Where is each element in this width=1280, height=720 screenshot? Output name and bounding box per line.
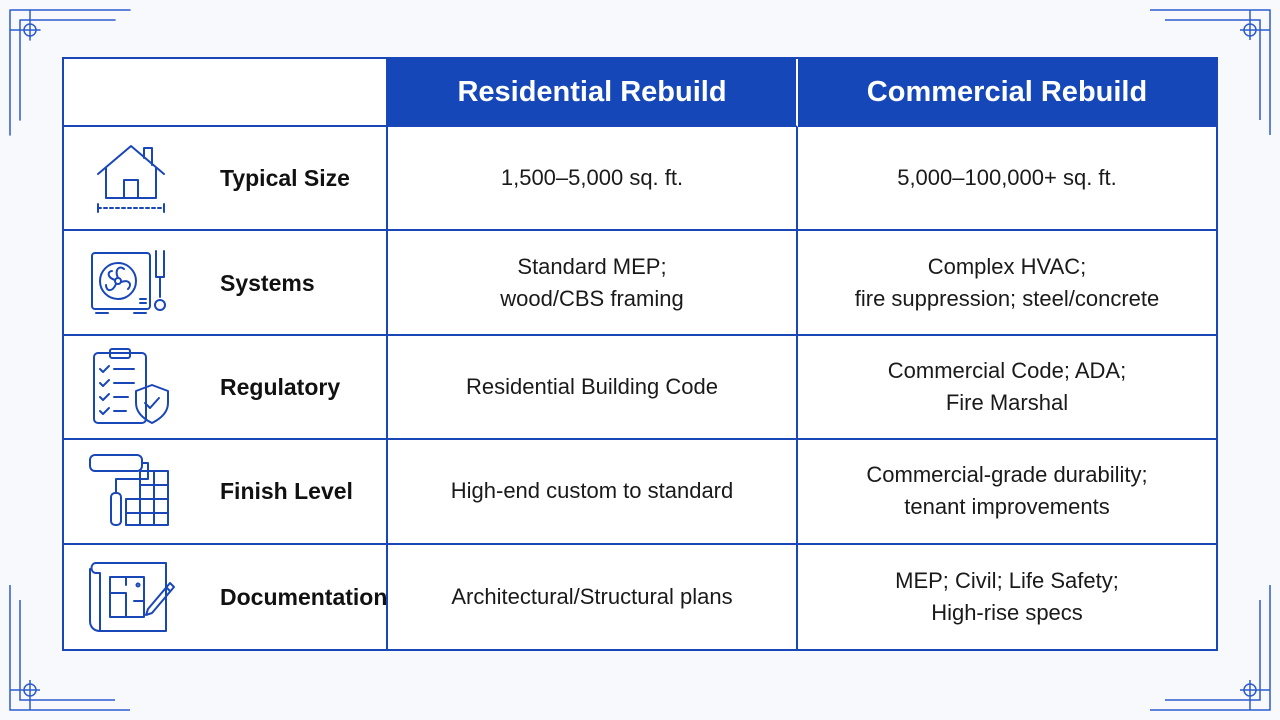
residential-typical-size xyxy=(388,127,798,231)
residential-systems xyxy=(388,231,798,335)
paint-roller-tiles-icon xyxy=(84,449,178,533)
header-commercial: Commercial Rebuild xyxy=(798,59,1216,127)
cell-line: Standard MEP; xyxy=(517,253,667,279)
commercial-documentation xyxy=(798,545,1216,649)
commercial-systems xyxy=(798,231,1216,335)
comparison-table xyxy=(62,57,1218,651)
cell-line: Commercial Code; ADA; xyxy=(887,357,1127,383)
cell-line: MEP; Civil; Life Safety; xyxy=(895,567,1119,593)
hvac-fan-icon xyxy=(84,241,178,325)
residential-regulatory xyxy=(388,336,798,440)
residential-documentation xyxy=(388,545,798,649)
header-blank-cell xyxy=(64,59,388,127)
cell-line: High-rise specs xyxy=(931,599,1083,625)
row-label-finish-level xyxy=(64,440,388,544)
row-label-text: Documentation xyxy=(220,583,388,610)
cell-line: Architectural/Structural plans xyxy=(451,583,733,609)
row-label-text: Regulatory xyxy=(220,373,341,400)
cell-line: High-end custom to standard xyxy=(450,478,734,504)
row-label-text: Typical Size xyxy=(220,165,350,192)
house-icon xyxy=(84,136,178,220)
cell-line: Residential Building Code xyxy=(466,373,718,399)
cell-line: tenant improvements xyxy=(904,494,1110,520)
row-label-systems xyxy=(64,231,388,335)
blueprint-pencil-icon xyxy=(84,555,178,639)
row-label-documentation xyxy=(64,545,388,649)
cell-line: wood/CBS framing xyxy=(500,285,684,311)
row-label-text: Finish Level xyxy=(220,478,353,505)
row-label-typical-size xyxy=(64,127,388,231)
cell-line: Complex HVAC; xyxy=(927,253,1087,279)
commercial-typical-size xyxy=(798,127,1216,231)
cell-line: Fire Marshal xyxy=(945,389,1069,415)
row-label-regulatory xyxy=(64,336,388,440)
cell-line: 1,500–5,000 sq. ft. xyxy=(500,165,684,191)
cell-line: Commercial-grade durability; xyxy=(866,462,1148,488)
cell-line: fire suppression; steel/concrete xyxy=(854,285,1160,311)
commercial-finish-level xyxy=(798,440,1216,544)
commercial-regulatory xyxy=(798,336,1216,440)
residential-finish-level xyxy=(388,440,798,544)
row-label-text: Systems xyxy=(220,269,315,296)
cell-line: 5,000–100,000+ sq. ft. xyxy=(897,165,1117,191)
header-residential: Residential Rebuild xyxy=(388,59,798,127)
checklist-shield-icon xyxy=(84,345,178,429)
